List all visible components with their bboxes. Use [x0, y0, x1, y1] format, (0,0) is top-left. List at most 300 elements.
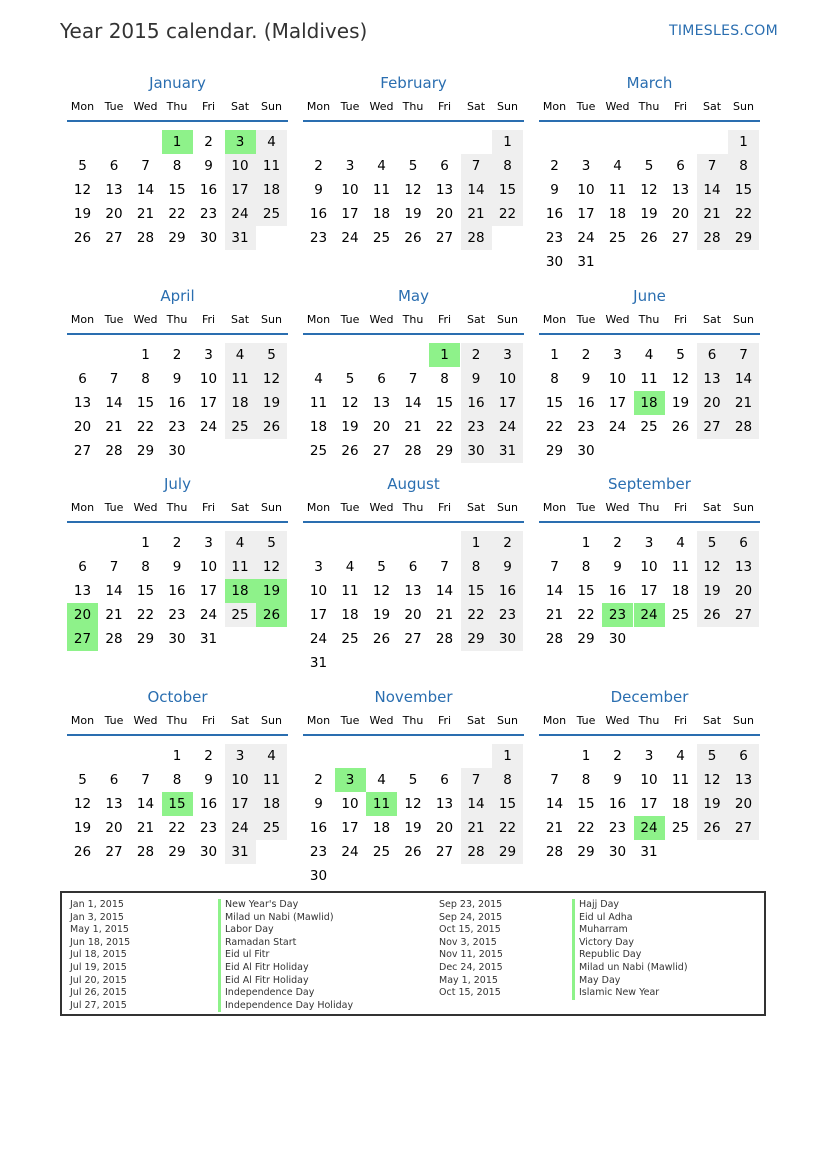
legend-entry: Hajj Day — [579, 899, 620, 910]
weekday-header: Thu — [402, 100, 424, 113]
weekday-header: Tue — [340, 100, 360, 113]
weekday-header: Mon — [70, 714, 95, 727]
day-cell: 8 — [172, 158, 182, 174]
day-cell: 15 — [545, 395, 564, 411]
legend-entry: Eid Al Fitr Holiday — [225, 974, 309, 986]
day-cell: 28 — [703, 230, 721, 246]
day-cell: 27 — [671, 230, 690, 246]
header-rule — [67, 120, 288, 122]
legend-entry: Jun 18, 2015 — [70, 936, 131, 948]
day-cell: 23 — [545, 230, 564, 246]
day-cell: 1 — [141, 535, 150, 551]
weekday-header: Sat — [230, 714, 250, 727]
legend-entry: Labor Day — [225, 924, 274, 936]
day-cell: 19 — [341, 419, 359, 435]
month-name: October — [147, 688, 208, 706]
day-cell: 9 — [204, 158, 213, 174]
day-cell: 17 — [498, 395, 517, 411]
day-cell: 2 — [314, 772, 323, 788]
weekday-header: Mon — [306, 501, 331, 514]
weekday-header: Sun — [261, 100, 282, 113]
day-cell: 5 — [267, 347, 276, 363]
day-cell: 23 — [199, 206, 218, 222]
day-cell: 29 — [136, 631, 155, 647]
weekday-header: Sun — [261, 501, 282, 514]
weekday-header: Wed — [133, 313, 158, 326]
day-cell: 14 — [105, 583, 123, 599]
day-cell: 8 — [503, 158, 512, 174]
weekday-header: Mon — [542, 714, 567, 727]
weekday-header: Tue — [104, 501, 124, 514]
day-cell: 23 — [309, 844, 328, 860]
day-cell: 2 — [172, 535, 182, 551]
day-cell: 30 — [498, 631, 517, 647]
weekday-header: Thu — [402, 714, 424, 727]
holiday-day-cell: 19 — [256, 579, 287, 603]
day-cell: 11 — [372, 182, 391, 198]
weekday-header: Mon — [70, 501, 95, 514]
holiday-day-cell: 3 — [335, 768, 366, 792]
weekday-header: Sun — [733, 714, 754, 727]
weekday-header: Tue — [576, 100, 596, 113]
day-cell: 18 — [608, 206, 627, 222]
day-cell: 13 — [734, 772, 753, 788]
day-cell: 2 — [172, 347, 182, 363]
day-cell: 23 — [467, 419, 485, 435]
weekday-header: Thu — [166, 313, 188, 326]
day-cell: 25 — [262, 820, 281, 836]
weekday-header: Sat — [466, 100, 486, 113]
day-cell: 1 — [550, 347, 559, 363]
holiday-day-cell: 20 — [67, 603, 98, 627]
day-cell: 4 — [267, 748, 276, 764]
day-cell: 25 — [608, 230, 627, 246]
weekday-header: Thu — [402, 313, 424, 326]
day-cell: 25 — [372, 230, 391, 246]
day-cell: 25 — [341, 631, 359, 647]
legend-entry: Jan 3, 2015 — [70, 911, 124, 923]
day-cell: 12 — [404, 182, 422, 198]
day-cell: 21 — [435, 607, 454, 623]
day-cell: 23 — [168, 419, 186, 435]
day-cell: 25 — [231, 607, 249, 623]
day-cell: 28 — [734, 419, 753, 435]
legend-entry: Victory Day — [579, 936, 634, 948]
day-cell: 18 — [262, 796, 281, 812]
day-cell: 9 — [503, 559, 512, 575]
day-cell: 13 — [105, 182, 123, 198]
day-cell: 1 — [581, 748, 591, 764]
day-cell: 21 — [467, 820, 485, 836]
holiday-day-cell: 3 — [225, 130, 256, 154]
day-cell: 23 — [309, 230, 328, 246]
legend-entry: Nov 11, 2015 — [439, 949, 503, 961]
day-cell: 6 — [676, 158, 685, 174]
day-cell: 8 — [471, 559, 481, 575]
day-cell: 23 — [608, 820, 627, 836]
day-cell: 22 — [168, 206, 186, 222]
day-cell: 6 — [440, 158, 449, 174]
legend-entry: Milad un Nabi (Mawlid) — [579, 961, 688, 973]
day-cell: 16 — [199, 796, 218, 812]
day-cell: 19 — [703, 583, 721, 599]
weekday-header: Fri — [201, 313, 216, 326]
day-cell: 26 — [404, 844, 422, 860]
header-rule — [67, 521, 288, 523]
day-cell: 16 — [168, 395, 186, 411]
weekday-header: Sun — [497, 714, 518, 727]
day-cell: 15 — [577, 583, 595, 599]
day-cell: 31 — [231, 230, 249, 246]
day-cell: 24 — [199, 419, 218, 435]
weekday-header: Wed — [369, 501, 394, 514]
day-cell: 20 — [671, 206, 690, 222]
day-cell: 24 — [231, 206, 249, 222]
month-name: September — [608, 475, 691, 493]
day-cell: 31 — [640, 844, 658, 860]
day-cell: 28 — [435, 631, 454, 647]
day-cell: 20 — [372, 419, 391, 435]
day-cell: 20 — [404, 607, 422, 623]
day-cell: 6 — [109, 158, 119, 174]
weekday-header: Tue — [340, 714, 360, 727]
day-cell: 2 — [581, 347, 591, 363]
day-cell: 21 — [734, 395, 753, 411]
day-cell: 18 — [262, 182, 281, 198]
day-cell: 20 — [703, 395, 721, 411]
day-cell: 12 — [671, 371, 690, 387]
day-cell: 5 — [267, 535, 276, 551]
month-name: March — [626, 74, 673, 92]
day-cell: 14 — [545, 583, 564, 599]
day-cell: 26 — [341, 443, 359, 459]
day-cell: 7 — [408, 371, 418, 387]
weekday-header: Sun — [497, 100, 518, 113]
day-cell: 21 — [545, 820, 564, 836]
day-cell: 29 — [435, 443, 454, 459]
weekday-header: Mon — [542, 100, 567, 113]
day-cell: 5 — [707, 748, 717, 764]
weekday-header: Thu — [638, 313, 660, 326]
weekday-header: Mon — [542, 501, 567, 514]
day-cell: 10 — [608, 371, 627, 387]
day-cell: 22 — [168, 820, 186, 836]
header-rule — [303, 333, 524, 335]
day-cell: 29 — [467, 631, 485, 647]
day-cell: 26 — [262, 419, 281, 435]
weekday-header: Fri — [673, 714, 688, 727]
day-cell: 28 — [105, 631, 123, 647]
day-cell: 9 — [204, 772, 213, 788]
day-cell: 8 — [581, 772, 591, 788]
day-cell: 11 — [309, 395, 328, 411]
day-cell: 15 — [435, 395, 454, 411]
day-cell: 3 — [204, 347, 213, 363]
day-cell: 8 — [503, 772, 512, 788]
day-cell: 12 — [341, 395, 359, 411]
holiday-day-cell: 24 — [634, 603, 665, 627]
day-cell: 28 — [136, 844, 155, 860]
day-cell: 14 — [734, 371, 753, 387]
legend-entry: Independence Day — [225, 987, 315, 999]
day-cell: 27 — [372, 443, 391, 459]
weekday-header: Thu — [166, 100, 188, 113]
weekday-header: Fri — [437, 501, 452, 514]
day-cell: 5 — [345, 371, 355, 387]
weekday-header: Fri — [437, 313, 452, 326]
day-cell: 18 — [309, 419, 328, 435]
day-cell: 2 — [613, 748, 622, 764]
weekday-header: Mon — [542, 313, 567, 326]
day-cell: 4 — [377, 772, 386, 788]
month-name: May — [397, 287, 429, 305]
day-cell: 13 — [372, 395, 391, 411]
day-cell: 20 — [734, 796, 753, 812]
day-cell: 13 — [404, 583, 422, 599]
day-cell: 3 — [644, 748, 654, 764]
weekday-header: Fri — [201, 714, 216, 727]
day-cell: 14 — [703, 182, 721, 198]
day-cell: 26 — [73, 230, 92, 246]
day-cell: 12 — [262, 371, 281, 387]
day-cell: 11 — [671, 559, 690, 575]
holiday-day-cell: 18 — [225, 579, 256, 603]
weekday-header: Mon — [306, 714, 331, 727]
day-cell: 21 — [136, 206, 155, 222]
day-cell: 12 — [372, 583, 391, 599]
day-cell: 17 — [341, 820, 359, 836]
day-cell: 7 — [550, 559, 559, 575]
day-cell: 18 — [372, 820, 391, 836]
weekday-header: Tue — [576, 501, 596, 514]
weekday-header: Wed — [605, 313, 630, 326]
day-cell: 22 — [467, 607, 485, 623]
day-cell: 25 — [309, 443, 328, 459]
weekday-header: Fri — [437, 100, 452, 113]
day-cell: 13 — [435, 182, 454, 198]
header-rule — [303, 521, 524, 523]
day-cell: 1 — [141, 347, 150, 363]
weekday-header: Tue — [340, 501, 360, 514]
weekday-header: Sat — [230, 100, 250, 113]
weekday-header: Thu — [402, 501, 424, 514]
legend-right-dates — [439, 899, 503, 1000]
day-cell: 16 — [309, 820, 328, 836]
day-cell: 9 — [581, 371, 591, 387]
weekday-header: Tue — [104, 100, 124, 113]
legend-entry: Dec 24, 2015 — [439, 961, 503, 973]
day-cell: 22 — [435, 419, 454, 435]
day-cell: 22 — [734, 206, 753, 222]
month-name: November — [374, 688, 453, 706]
day-cell: 18 — [231, 395, 249, 411]
day-cell: 11 — [231, 371, 249, 387]
day-cell: 2 — [314, 158, 323, 174]
day-cell: 24 — [309, 631, 328, 647]
day-cell: 30 — [577, 443, 595, 459]
day-cell: 2 — [204, 748, 213, 764]
day-cell: 27 — [105, 844, 123, 860]
day-cell: 5 — [408, 158, 418, 174]
day-cell: 31 — [309, 655, 328, 671]
legend-entry: Nov 3, 2015 — [439, 936, 497, 948]
header-rule — [539, 333, 760, 335]
weekday-header: Sun — [497, 501, 518, 514]
day-cell: 27 — [734, 820, 753, 836]
day-cell: 5 — [78, 158, 87, 174]
legend-entry: Muharram — [579, 924, 628, 936]
weekday-header: Mon — [306, 100, 331, 113]
day-cell: 27 — [435, 844, 454, 860]
weekday-header: Tue — [576, 313, 596, 326]
legend-right-names — [579, 899, 688, 1000]
day-cell: 20 — [734, 583, 753, 599]
day-cell: 8 — [581, 559, 591, 575]
weekday-header: Wed — [369, 714, 394, 727]
day-cell: 29 — [577, 844, 595, 860]
day-cell: 4 — [235, 347, 245, 363]
day-cell: 19 — [73, 820, 92, 836]
day-cell: 27 — [105, 230, 123, 246]
legend-entry: Jul 27, 2015 — [70, 999, 127, 1011]
day-cell: 8 — [440, 371, 449, 387]
day-cell: 26 — [640, 230, 658, 246]
day-cell: 6 — [408, 559, 418, 575]
day-cell: 31 — [498, 443, 517, 459]
header-rule — [539, 120, 760, 122]
day-cell: 24 — [341, 844, 359, 860]
day-cell: 18 — [671, 583, 690, 599]
day-cell: 10 — [341, 796, 359, 812]
day-cell: 23 — [577, 419, 595, 435]
legend-right-bar — [572, 899, 575, 1000]
weekday-header: Tue — [104, 714, 124, 727]
day-cell: 28 — [545, 631, 564, 647]
day-cell: 9 — [471, 371, 481, 387]
day-cell: 15 — [467, 583, 485, 599]
day-cell: 1 — [471, 535, 481, 551]
header-rule — [303, 120, 524, 122]
day-cell: 9 — [613, 559, 622, 575]
day-cell: 2 — [613, 535, 622, 551]
day-cell: 27 — [404, 631, 422, 647]
brand-link[interactable]: TIMESLES.COM — [669, 23, 778, 39]
legend-entry: Eid ul Adha — [579, 911, 633, 923]
day-cell: 26 — [703, 607, 721, 623]
month-name: January — [149, 74, 206, 92]
day-cell: 28 — [467, 230, 485, 246]
day-cell: 30 — [168, 443, 186, 459]
month-name: June — [633, 287, 666, 305]
day-cell: 20 — [435, 206, 454, 222]
day-cell: 10 — [199, 559, 218, 575]
day-cell: 28 — [545, 844, 564, 860]
day-cell: 27 — [73, 443, 92, 459]
day-cell: 4 — [345, 559, 355, 575]
day-cell: 26 — [73, 844, 92, 860]
day-cell: 30 — [608, 631, 627, 647]
day-cell: 9 — [314, 796, 323, 812]
day-cell: 25 — [671, 820, 690, 836]
weekday-header: Sun — [261, 714, 282, 727]
day-cell: 7 — [141, 158, 150, 174]
day-cell: 7 — [550, 772, 559, 788]
weekday-header: Tue — [576, 714, 596, 727]
holiday-day-cell: 1 — [429, 343, 460, 367]
day-cell: 1 — [172, 748, 182, 764]
day-cell: 6 — [739, 535, 748, 551]
day-cell: 31 — [577, 254, 595, 270]
day-cell: 31 — [199, 631, 218, 647]
day-cell: 30 — [199, 844, 218, 860]
weekday-header: Wed — [133, 501, 158, 514]
day-cell: 13 — [105, 796, 123, 812]
day-cell: 14 — [435, 583, 454, 599]
day-cell: 14 — [404, 395, 422, 411]
day-cell: 30 — [199, 230, 218, 246]
day-cell: 22 — [577, 820, 595, 836]
day-cell: 14 — [105, 395, 123, 411]
weekday-header: Sat — [702, 313, 722, 326]
day-cell: 13 — [435, 796, 454, 812]
day-cell: 16 — [168, 583, 186, 599]
day-cell: 15 — [734, 182, 753, 198]
day-cell: 26 — [404, 230, 422, 246]
day-cell: 11 — [640, 371, 658, 387]
day-cell: 15 — [168, 182, 186, 198]
legend-left-bar — [218, 899, 221, 1012]
day-cell: 26 — [372, 631, 391, 647]
weekday-header: Sun — [733, 100, 754, 113]
day-cell: 7 — [109, 371, 119, 387]
day-cell: 13 — [671, 182, 690, 198]
day-cell: 17 — [608, 395, 627, 411]
day-cell: 6 — [707, 347, 717, 363]
legend-entry: Jul 18, 2015 — [70, 949, 127, 961]
legend-entry: Republic Day — [579, 949, 642, 961]
weekday-header: Wed — [369, 100, 394, 113]
legend-entry: Ramadan Start — [225, 936, 297, 948]
day-cell: 22 — [136, 419, 155, 435]
day-cell: 17 — [199, 395, 218, 411]
day-cell: 3 — [235, 748, 245, 764]
day-cell: 21 — [703, 206, 721, 222]
weekday-header: Tue — [104, 313, 124, 326]
day-cell: 6 — [739, 748, 748, 764]
legend-entry: Jan 1, 2015 — [70, 899, 124, 910]
day-cell: 24 — [199, 607, 218, 623]
day-cell: 6 — [440, 772, 449, 788]
holiday-legend — [60, 891, 766, 1016]
header-rule — [539, 521, 760, 523]
weekday-header: Thu — [166, 501, 188, 514]
weekday-header: Sat — [230, 501, 250, 514]
day-cell: 21 — [467, 206, 485, 222]
day-cell: 24 — [608, 419, 627, 435]
day-cell: 24 — [231, 820, 249, 836]
day-cell: 11 — [608, 182, 627, 198]
holiday-day-cell: 18 — [634, 391, 665, 415]
day-cell: 3 — [204, 535, 213, 551]
holiday-day-cell: 15 — [162, 792, 193, 816]
weekday-header: Wed — [133, 714, 158, 727]
legend-left-dates — [70, 899, 130, 1012]
weekday-header: Mon — [70, 100, 95, 113]
day-cell: 3 — [581, 158, 591, 174]
weekday-header: Sat — [466, 501, 486, 514]
day-cell: 5 — [78, 772, 87, 788]
day-cell: 31 — [231, 844, 249, 860]
